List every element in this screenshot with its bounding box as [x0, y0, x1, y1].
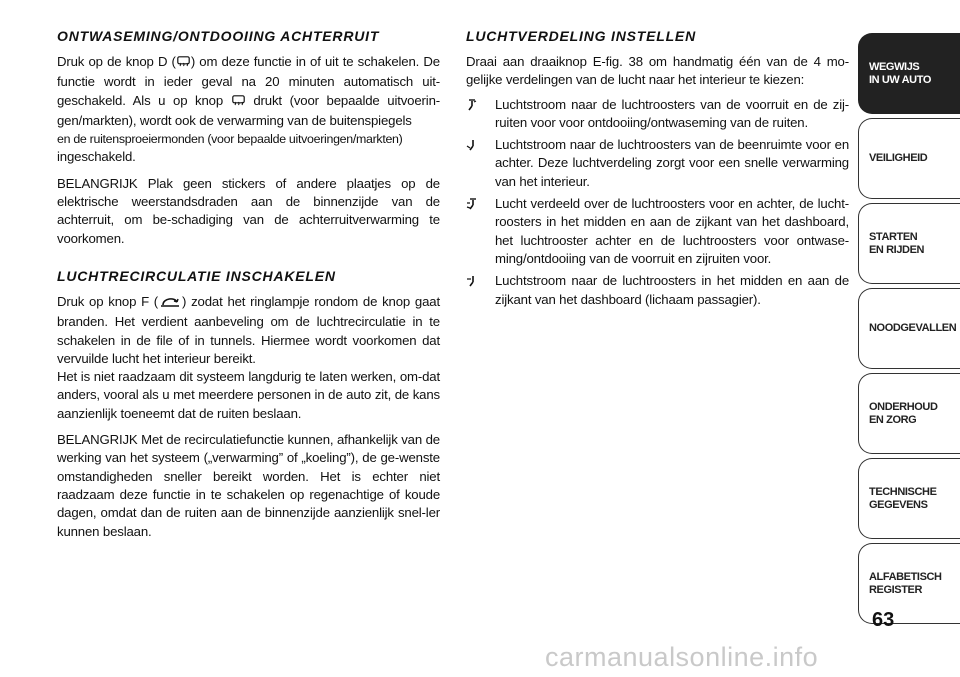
mode-item [466, 272, 849, 309]
rear-defrost-paragraph [57, 53, 440, 167]
rear-defrost-warning: BELANGRIJK Plak geen stickers of andere plaatjes op de elektrische weerstandsdraden aan de binnenzijde van de achterruit, om be-schadiging van de achterruitverwarming te voorkomen. [57, 175, 440, 246]
airflow-windscreen-icon [466, 96, 495, 117]
tab-label: TECHNISCHE GEGEVENS [869, 486, 937, 511]
airflow-body-icon [466, 272, 495, 293]
mode-text: Luchtstroom naar de luchtroosters van de beenruimte voor en achter. Deze luchtverdeling zorgt voor een snelle verwarming van het interieur. [495, 137, 849, 189]
tab-onderhoud[interactable] [858, 373, 960, 454]
mode-item [466, 96, 849, 133]
text-span: ) om deze functie in of uit te schakelen. De functie wordt in ieder geval na 20 minuten automatisch uit-geschakeld. Als u op knop [57, 54, 440, 108]
tab-label: VEILIGHEID [869, 152, 928, 165]
section-title-recirculation: LUCHTRECIRCULATIE INSCHAKELEN [57, 267, 336, 284]
mode-text: Luchtstroom naar de luchtroosters in het midden en aan de zijkant van het dashboard (lichaam passagier). [495, 273, 849, 307]
text-span: ) zodat het ringlampje rondom de knop gaat branden. Het verdient aanbeveling om de luchtrecirculatie in te schakelen in de file of in tunnels. Hiermee wordt voorkomen dat vervuilde lucht het interieur bereikt. [57, 293, 440, 366]
tab-label: ALFABETISCH REGISTER [869, 571, 942, 596]
mode-text: Lucht verdeeld over de luchtroosters voor en achter, de lucht-roosters in het midden en aan de zijkant van het dashboard, het luchtrooster achter en de luchtroosters voor ontwase-ming/ontdooiing van de voorruit en zijruiten voor. [495, 196, 849, 266]
mode-item [466, 136, 849, 191]
text-span: Druk op knop F ( [57, 293, 159, 309]
chapter-tabs [858, 33, 960, 628]
section-title-air-distribution: LUCHTVERDELING INSTELLEN [466, 28, 696, 44]
mode-item [466, 195, 849, 268]
recirculation-warning: BELANGRIJK Met de recirculatiefunctie kunnen, afhankelijk van de werking van het systeem („verwarming” of „koeling”), de ge-wenste omstandigheden sneller bereikt worden. Het is echter niet raadzaam deze functie in te schakelen op regenachtige of koude dagen, omdat dan de ruiten aan de binnenzijde aanzienlijk snel-ler kunnen beslaan. [57, 432, 440, 539]
airflow-feet-icon [466, 136, 495, 157]
tab-wegwijs[interactable] [858, 33, 960, 114]
rear-defrost-icon [232, 94, 245, 112]
tab-label: STARTEN EN RIJDEN [869, 231, 925, 256]
tab-starten[interactable] [858, 203, 960, 284]
text-span: en de ruitensproeiermonden (voor bepaalde uitvoeringen/markten) [57, 132, 403, 147]
watermark: carmanualsonline.info [545, 642, 819, 672]
section-title-rear-defrost: ONTWASEMING/ONTDOOIING ACHTERRUIT [57, 28, 380, 44]
tab-label: WEGWIJS IN UW AUTO [869, 61, 931, 86]
tab-veiligheid[interactable] [858, 118, 960, 199]
recirculation-icon [159, 295, 181, 313]
rear-defrost-icon [177, 55, 190, 73]
recirculation-note: Het is niet raadzaam dit systeem langdurig te laten werken, om-dat anders, vooral als u met meerdere personen in de auto zit, de kans aanzienlijk toeneemt dat de ruiten beslaan. [57, 369, 440, 421]
mode-text: Luchtstroom naar de luchtroosters van de voorruit en de zij-ruiten voor voor ontdooiing/ontwaseming van de ruiten. [495, 96, 849, 130]
text-span: drukt (voor bepaalde uitvoerin-gen/markten), wordt ook de verwarming van de buitenspiegels [57, 92, 440, 128]
left-column [57, 28, 440, 549]
airflow-all-icon [466, 195, 495, 216]
tab-label: ONDERHOUD EN ZORG [869, 401, 938, 426]
tab-technische[interactable] [858, 458, 960, 539]
air-distribution-intro: Draai aan draaiknop E-fig. 38 om handmatig één van de 4 mo-gelijke verdelingen van de lucht naar het interieur te kiezen: [466, 54, 849, 88]
text-span: Druk op de knop D ( [57, 54, 176, 69]
tab-noodgevallen[interactable] [858, 288, 960, 369]
recirculation-paragraph [57, 293, 440, 368]
page-number: 63 [872, 609, 895, 631]
tab-label: NOODGEVALLEN [869, 322, 957, 335]
right-column [466, 28, 849, 313]
text-span: ingeschakeld. [57, 149, 136, 165]
